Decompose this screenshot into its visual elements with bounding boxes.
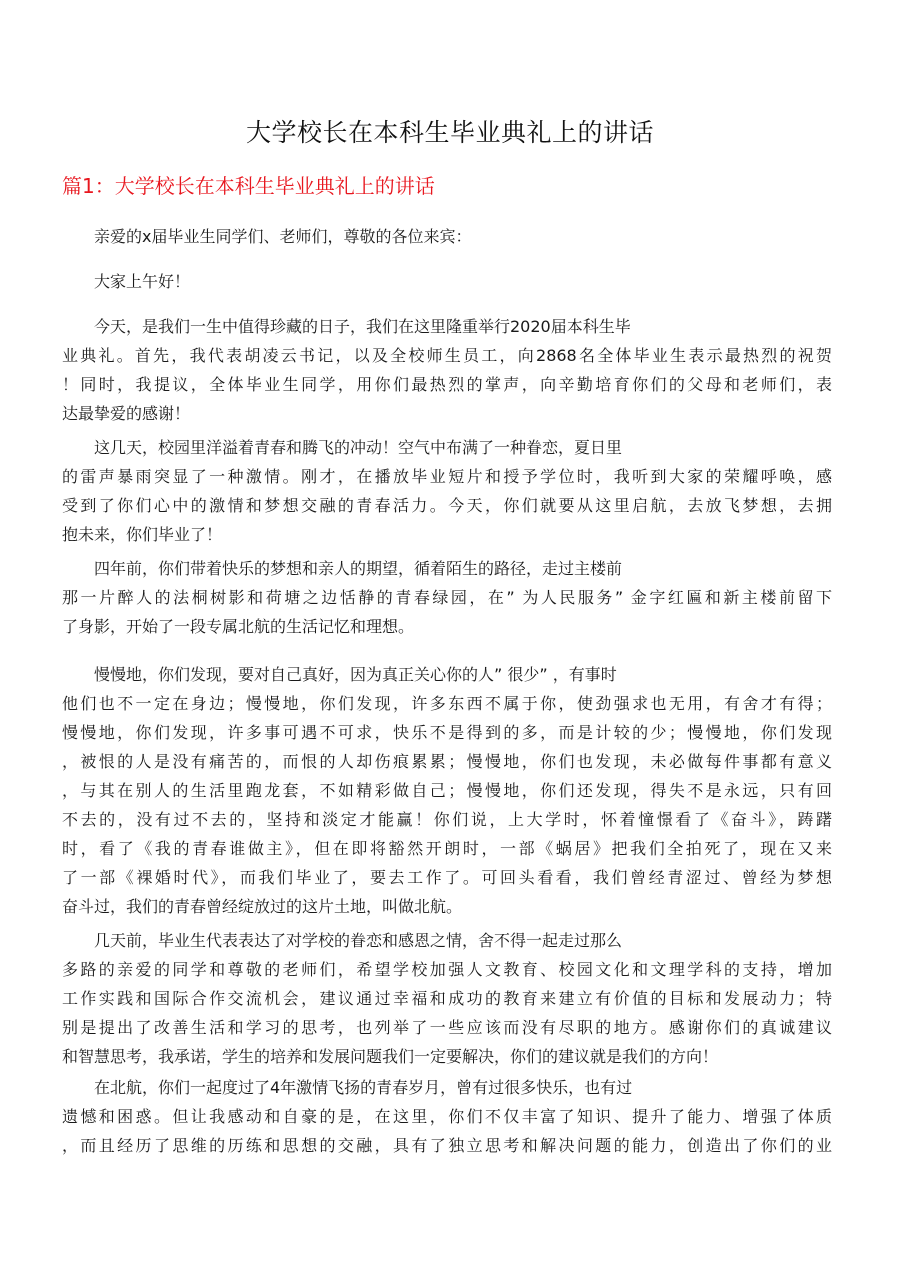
- paragraph-line: 的雷声暴雨突显了一种激情。刚才，在播放毕业短片和授予学位时，我听到大家的荣耀呼唤，感: [62, 467, 832, 486]
- paragraph-line: 遗憾和困惑。但让我感动和自豪的是，在这里，你们不仅丰富了知识、提升了能力、增强了体质: [62, 1107, 832, 1126]
- paragraph-line: 奋斗过，我们的青春曾经绽放过的这片土地，叫做北航。: [62, 897, 463, 916]
- paragraph-ceremony: [62, 312, 832, 428]
- paragraph-line: 业典礼。首先，我代表胡凌云书记，以及全校师生员工，向2868名全体毕业生表示最热烈的祝贺: [62, 346, 832, 365]
- paragraph-line: 别是提出了改善生活和学习的思考，也列举了一些应该而没有尽职的地方。感谢你们的真诚建议: [62, 1018, 832, 1037]
- paragraph-line: 工作实践和国际合作交流机会，建议通过幸福和成功的教育来建立有价值的目标和发展动力；特: [62, 989, 832, 1008]
- paragraph-recent-days: [62, 433, 832, 549]
- paragraph-line: 时，看了《我的青春谁做主》，但在即将豁然开朗时，一部《蜗居》把我们全拍死了，现在又来: [62, 839, 832, 858]
- paragraph-greeting: [62, 267, 832, 296]
- paragraph-line: ，被恨的人是没有痛苦的，而恨的人却伤痕累累；慢慢地，你们也发现，未必做每件事都有意义: [62, 752, 832, 771]
- paragraph-line: 达最挚爱的感谢！: [62, 404, 191, 423]
- paragraph-line: 慢慢地，你们发现，许多事可遇不可求，快乐不是得到的多，而是计较的少；慢慢地，你们发现: [62, 723, 832, 742]
- paragraph-salutation: [62, 222, 832, 251]
- paragraph-line: 他们也不一定在身边；慢慢地，你们发现，许多东西不属于你，使劲强求也无用，有舍才有得；: [62, 694, 832, 713]
- document-title: 大学校长在本科生毕业典礼上的讲话: [245, 118, 654, 147]
- paragraph-line: 亲爱的x届毕业生同学们、老师们，尊敬的各位来宾：: [94, 227, 472, 246]
- section-heading: 篇1：大学校长在本科生毕业典礼上的讲话: [62, 174, 435, 198]
- paragraph-line: 多路的亲爱的同学和尊敬的老师们，希望学校加强人文教育、校园文化和文理学科的支持，增加: [62, 960, 832, 979]
- paragraph-line: 和智慧思考，我承诺，学生的培养和发展问题我们一定要解决，你们的建议就是我们的方向！: [62, 1047, 719, 1066]
- paragraph-four-years-ago: [62, 554, 832, 641]
- paragraph-line: 那一片醉人的法桐树影和荷塘之边恬静的青春绿园，在” 为人民服务” 金字红匾和新主楼前留下: [62, 588, 832, 607]
- paragraph-line: 这几天，校园里洋溢着青春和腾飞的冲动！空气中布满了一种眷恋，夏日里: [94, 438, 623, 457]
- paragraph-at-beihang: [62, 1073, 832, 1160]
- paragraph-line: 今天，是我们一生中值得珍藏的日子，我们在这里隆重举行2020届本科生毕: [94, 317, 631, 336]
- paragraph-line: 受到了你们心中的激情和梦想交融的青春活力。今天，你们就要从这里启航，去放飞梦想，去拥: [62, 496, 832, 515]
- paragraph-line: 大家上午好！: [94, 272, 191, 291]
- paragraph-line: 四年前，你们带着快乐的梦想和亲人的期望，循着陌生的路径，走过主楼前: [94, 559, 623, 578]
- paragraph-line: ！同时，我提议，全体毕业生同学，用你们最热烈的掌声，向辛勤培育你们的父母和老师们，表: [62, 375, 832, 394]
- paragraph-line: 慢慢地，你们发现，要对自己真好，因为真正关心你的人” 很少” ，有事时: [94, 665, 617, 684]
- paragraph-line: 不去的，没有过不去的，坚持和淡定才能赢！你们说，上大学时，怀着憧憬看了《奋斗》，踌躇: [62, 810, 832, 829]
- paragraph-line: 抱未来，你们毕业了！: [62, 525, 223, 544]
- paragraph-line: 几天前，毕业生代表表达了对学校的眷恋和感恩之情，舍不得一起走过那么: [94, 931, 623, 950]
- paragraph-line: 了一部《裸婚时代》，而我们毕业了，要去工作了。可回头看看，我们曾经青涩过、曾经为梦想: [62, 868, 832, 887]
- paragraph-slowly: [62, 660, 832, 921]
- paragraph-line: ，而且经历了思维的历练和思想的交融，具有了独立思考和解决问题的能力，创造出了你们的业: [62, 1136, 832, 1155]
- paragraph-line: ，与其在别人的生活里跑龙套，不如精彩做自己；慢慢地，你们还发现，得失不是永远，只有回: [62, 781, 832, 800]
- paragraph-line: 在北航，你们一起度过了4年激情飞扬的青春岁月，曾有过很多快乐，也有过: [94, 1078, 633, 1097]
- paragraph-graduate-representatives: [62, 926, 832, 1071]
- paragraph-line: 了身影，开始了一段专属北航的生活记忆和理想。: [62, 617, 415, 636]
